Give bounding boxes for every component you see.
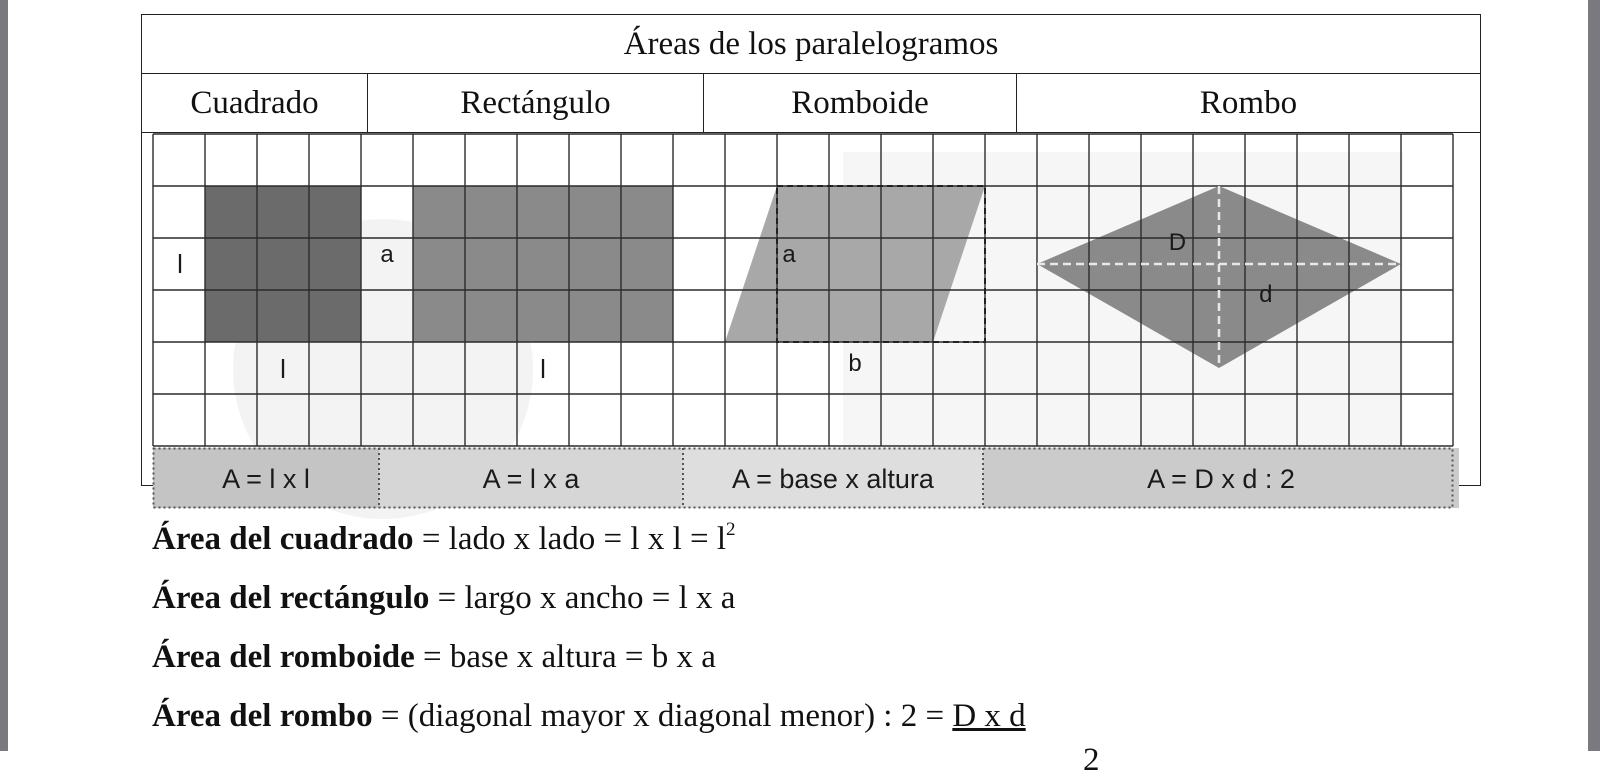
rhombus-area-expression: = (diagonal mayor x diagonal menor) : 2 =: [372, 698, 953, 734]
square-area-formula: [152, 510, 1452, 569]
rectangle-area-expression: = largo x ancho = l x a: [429, 580, 736, 616]
square-side-label-bottom: l: [280, 354, 286, 384]
table-title: Áreas de los paralelogramos: [142, 15, 1481, 74]
formula-rhombus: A = D x d : 2: [1147, 464, 1295, 494]
rhombus-area-formula: [152, 687, 1452, 746]
rectangle-area-name: Área del rectángulo: [152, 580, 430, 616]
viewer-frame-right: [1588, 0, 1600, 751]
rhombus-minor-diagonal-label: d: [1259, 281, 1273, 308]
figure-cell: [142, 133, 1481, 494]
formula-square: A = l x l: [222, 464, 310, 494]
square-side-label-left: l: [177, 249, 183, 279]
rhombus-area-name: Área del rombo: [152, 698, 373, 734]
romboid-area-name: Área del romboide: [152, 639, 415, 675]
viewer-frame-left: [0, 0, 8, 751]
rectangle-area-formula: [152, 569, 1452, 628]
square-area-expression: = lado x lado = l x l = l: [413, 521, 727, 557]
column-header-square: Cuadrado: [142, 74, 368, 133]
parallelogram-areas-table: [141, 14, 1481, 494]
formula-rectangle: A = l x a: [482, 464, 580, 494]
rectangle-shape: [413, 186, 673, 342]
rectangle-side-label-l: l: [540, 354, 546, 384]
parallelograms-grid-figure: [153, 134, 1459, 494]
square-shape: [205, 186, 361, 342]
romboid-area-expression: = base x altura = b x a: [414, 639, 716, 675]
formula-romboid: A = base x altura: [732, 464, 934, 494]
romboid-area-formula: [152, 628, 1452, 687]
square-area-exponent: 2: [726, 519, 736, 540]
rectangle-side-label-a: a: [380, 241, 394, 268]
rhombus-area-numerator: D x d: [952, 698, 1026, 734]
column-header-rhombus: Rombo: [1017, 74, 1481, 133]
area-formulas: [152, 510, 1452, 746]
column-header-romboid: Romboide: [704, 74, 1017, 133]
rhombus-area-denominator: 2: [1083, 742, 1100, 778]
column-header-rectangle: Rectángulo: [368, 74, 704, 133]
square-area-name: Área del cuadrado: [152, 521, 414, 557]
romboid-height-label: a: [782, 241, 796, 268]
romboid-base-label: b: [848, 350, 862, 377]
rhombus-major-diagonal-label: D: [1168, 229, 1187, 256]
